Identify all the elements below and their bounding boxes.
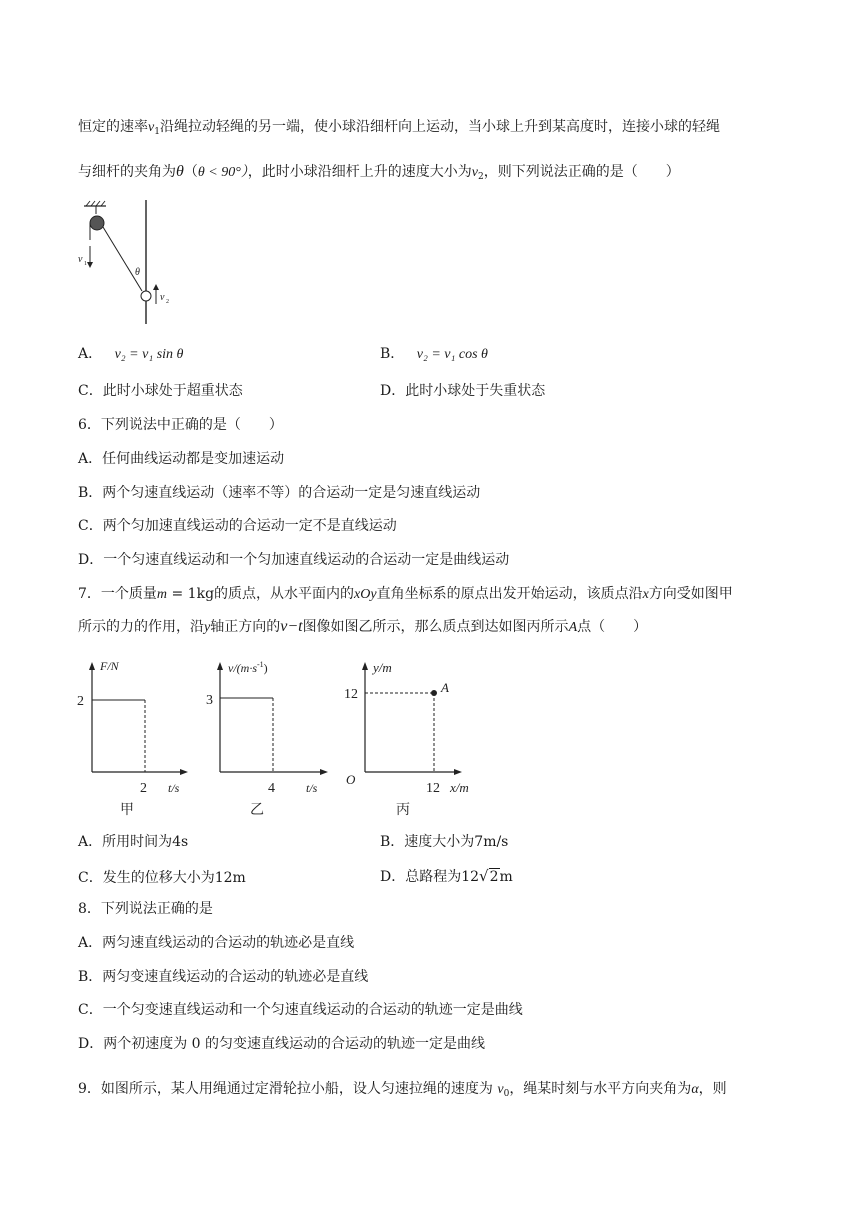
y-axis-label: F/N bbox=[100, 659, 119, 673]
v2-sub: 2 bbox=[166, 299, 169, 305]
x-tick-4: 4 bbox=[268, 781, 275, 796]
q7-option-b: B．速度大小为7m/s bbox=[380, 834, 509, 850]
text: 9．如图所示，某人用绳通过定滑轮拉小船，设人匀速拉绳的速度为 bbox=[78, 1081, 498, 1097]
v1-label: v bbox=[78, 254, 83, 265]
origin-label: O bbox=[346, 772, 356, 787]
unit: m bbox=[499, 869, 513, 885]
text: 点（ ） bbox=[577, 619, 648, 635]
option-label: B． bbox=[380, 346, 405, 362]
text: （ bbox=[183, 164, 198, 180]
v1-arrowhead bbox=[87, 262, 93, 268]
text: D．总路程为12 bbox=[380, 869, 480, 885]
var-alpha: α bbox=[691, 1082, 699, 1097]
text: ，则下列说法正确的是（ ） bbox=[483, 164, 680, 180]
v2-arrowhead bbox=[153, 284, 159, 290]
y-axis-label: y/m bbox=[373, 660, 392, 675]
pulley-rod-figure bbox=[76, 196, 186, 328]
x-axis-label: t/s bbox=[168, 781, 180, 795]
point-a bbox=[431, 690, 437, 696]
var-v0: v bbox=[497, 1082, 504, 1097]
q8-option-a: A．两匀速直线运动的合运动的轨迹必是直线 bbox=[78, 935, 355, 951]
mass-value: = 1kg bbox=[167, 586, 215, 602]
q7-option-d bbox=[380, 866, 513, 887]
q6-option-b: B．两个匀速直线运动（速率不等）的合运动一定是匀速直线运动 bbox=[78, 485, 481, 501]
y-tick-3: 3 bbox=[206, 693, 213, 708]
q5-stem-line1 bbox=[78, 117, 720, 142]
q6-option-a: A．任何曲线运动都是变加速运动 bbox=[78, 451, 285, 467]
v1-sub: 1 bbox=[84, 261, 87, 267]
q5-option-b bbox=[380, 344, 488, 365]
q8-stem: 8．下列说法正确的是 bbox=[78, 901, 213, 917]
y-axis-label: $v/(m\cdot s^{-1})$ bbox=[228, 660, 268, 675]
x-axis-arrow bbox=[454, 769, 462, 775]
caption-yi: 乙 bbox=[250, 803, 264, 818]
text: ，此时小球沿细杆上升的速度大小为 bbox=[247, 164, 472, 180]
text: 的质点，从水平面内的 bbox=[214, 586, 355, 602]
y-tick-2: 2 bbox=[77, 694, 84, 709]
caption-jia: 甲 bbox=[120, 803, 134, 818]
q7-stem-line2 bbox=[78, 617, 647, 638]
q7-option-c: C．发生的位移大小为12m bbox=[78, 870, 246, 886]
text: 直角坐标系的原点出发开始运动，该质点沿 bbox=[376, 586, 643, 602]
text: 方向受如图甲 bbox=[648, 586, 733, 602]
q5-option-c: C．此时小球处于超重状态 bbox=[78, 383, 243, 399]
point-a-label: A bbox=[441, 680, 449, 695]
x-axis-label: x/m bbox=[450, 780, 469, 795]
var-m: m bbox=[156, 587, 168, 602]
pulley-wheel bbox=[90, 216, 104, 230]
q9-stem bbox=[78, 1079, 727, 1104]
ball bbox=[141, 291, 151, 301]
text: ，绳某时刻与水平方向夹角为 bbox=[509, 1081, 692, 1097]
text: 恒定的速率 bbox=[78, 119, 148, 135]
caption-bing: 丙 bbox=[396, 803, 410, 818]
q7-stem-line1 bbox=[78, 584, 733, 605]
q6-option-c: C．两个匀加速直线运动的合运动一定不是直线运动 bbox=[78, 518, 397, 534]
x-tick-12: 12 bbox=[426, 781, 440, 796]
x-tick-2: 2 bbox=[140, 781, 147, 796]
theta-label: θ bbox=[135, 267, 140, 278]
text: 7．一个质量 bbox=[78, 586, 157, 602]
y-tick-12: 12 bbox=[344, 687, 358, 702]
v2-label: v bbox=[160, 292, 165, 303]
q5-stem-line2 bbox=[78, 162, 680, 187]
ceiling-hatch bbox=[86, 201, 105, 206]
x-axis-arrow bbox=[180, 769, 188, 775]
x-axis-arrow bbox=[320, 769, 328, 775]
sub: 1 bbox=[154, 127, 160, 137]
text: 与细杆的夹角为 bbox=[78, 164, 176, 180]
option-a-formula: v₂ = v₁ sin θ bbox=[114, 347, 184, 362]
option-b-formula: v₂ = v₁ cos θ bbox=[416, 347, 488, 362]
text: 所示的力的作用，沿 bbox=[78, 619, 204, 635]
graph-yi bbox=[198, 656, 338, 821]
q5-option-d: D．此时小球处于失重状态 bbox=[380, 383, 546, 399]
q6-stem: 6．下列说法中正确的是（ ） bbox=[78, 417, 283, 433]
sqrt-symbol: √ bbox=[479, 867, 489, 885]
sub: 2 bbox=[478, 172, 484, 182]
var-xoy: xOy bbox=[354, 587, 377, 602]
var-theta: θ bbox=[197, 165, 205, 180]
q8-option-d: D．两个初速度为 0 的匀变速直线运动的合运动的轨迹一定是曲线 bbox=[78, 1036, 486, 1052]
graph-jia bbox=[72, 656, 192, 821]
sub: 0 bbox=[503, 1089, 510, 1099]
rope-to-ball bbox=[103, 227, 142, 291]
text: 轴正方向的 bbox=[210, 619, 281, 635]
y-axis-arrow bbox=[362, 662, 368, 670]
var-theta: θ bbox=[176, 163, 184, 180]
sqrt-radicand: 2 bbox=[489, 869, 499, 885]
q5-option-a bbox=[78, 344, 183, 365]
condition: < 90°） bbox=[204, 165, 248, 180]
text: 图像如图乙所示，那么质点到达如图丙所示 bbox=[302, 619, 569, 635]
q8-option-b: B．两匀变速直线运动的合运动的轨迹必是直线 bbox=[78, 969, 369, 985]
var-v2: v bbox=[471, 165, 479, 180]
y-axis-arrow bbox=[89, 662, 95, 670]
option-label: A． bbox=[78, 346, 103, 362]
q7-option-a: A．所用时间为4s bbox=[78, 834, 189, 850]
var-v1: v bbox=[148, 120, 155, 135]
var-A: A bbox=[568, 620, 578, 635]
var-x: x bbox=[642, 587, 649, 602]
x-axis-label: t/s bbox=[306, 781, 318, 795]
q8-option-c: C．一个匀变速直线运动和一个匀速直线运动的合运动的轨迹一定是曲线 bbox=[78, 1002, 523, 1018]
var-y: y bbox=[204, 620, 211, 635]
text: ，则 bbox=[698, 1081, 727, 1097]
y-axis-arrow bbox=[217, 662, 223, 670]
text: 沿绳拉动轻绳的另一端，使小球沿细杆向上运动，当小球上升到某高度时，连接小球的轻绳 bbox=[159, 119, 720, 135]
graph-bing bbox=[340, 656, 490, 821]
q6-option-d: D．一个匀速直线运动和一个匀加速直线运动的合运动一定是曲线运动 bbox=[78, 552, 510, 568]
var-vt: v−t bbox=[280, 618, 303, 635]
